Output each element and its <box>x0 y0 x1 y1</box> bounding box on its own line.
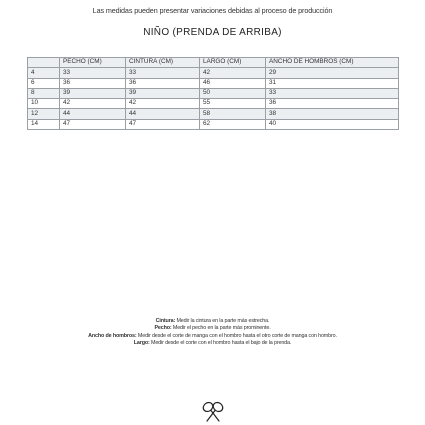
size-cell: 14 <box>28 119 60 129</box>
note-text: Medir desde el corte con el hombro hasta el bajo de la prenda. <box>149 340 292 347</box>
table-row <box>28 68 399 78</box>
chest-cell: 36 <box>60 78 126 88</box>
note-length <box>60 340 365 347</box>
shoulder-width-cell: 31 <box>266 78 399 88</box>
chest-cell: 33 <box>60 68 126 78</box>
note-text: Medir el pecho en la parte más prominente. <box>171 325 271 332</box>
chest-cell: 39 <box>60 88 126 98</box>
length-cell: 58 <box>200 109 266 119</box>
length-cell: 62 <box>200 119 266 129</box>
shoulder-width-cell: 38 <box>266 109 399 119</box>
header-length: LARGO (CM) <box>200 58 266 68</box>
note-term: Ancho de hombros: <box>88 332 137 339</box>
table-row <box>28 99 399 109</box>
shoulder-width-cell: 29 <box>266 68 399 78</box>
header-size <box>28 58 60 68</box>
shoulder-width-cell: 33 <box>266 88 399 98</box>
size-cell: 4 <box>28 68 60 78</box>
note-chest <box>60 325 365 332</box>
waist-cell: 36 <box>126 78 200 88</box>
table-row <box>28 78 399 88</box>
chest-cell: 42 <box>60 99 126 109</box>
size-cell: 6 <box>28 78 60 88</box>
waist-cell: 39 <box>126 88 200 98</box>
shoulder-width-cell: 40 <box>266 119 399 129</box>
note-waist <box>60 318 365 325</box>
table-row <box>28 119 399 129</box>
page-title: NIÑO (PRENDA DE ARRIBA) <box>143 27 282 38</box>
note-shoulder-width <box>60 333 365 340</box>
size-cell: 12 <box>28 109 60 119</box>
production-variation-notice: Las medidas pueden presentar variaciones debidas al proceso de producción <box>92 6 333 15</box>
table-header-row <box>28 58 399 68</box>
table-row <box>28 109 399 119</box>
header-chest: PECHO (CM) <box>60 58 126 68</box>
size-chart-table <box>27 57 399 130</box>
length-cell: 46 <box>200 78 266 88</box>
crossed-rackets-icon <box>200 401 226 423</box>
waist-cell: 47 <box>126 119 200 129</box>
size-cell: 8 <box>28 88 60 98</box>
waist-cell: 44 <box>126 109 200 119</box>
chest-cell: 47 <box>60 119 126 129</box>
note-text: Medir desde el corte de manga con el hombro hasta el otro corte de manga con hombro. <box>136 332 337 339</box>
waist-cell: 33 <box>126 68 200 78</box>
shoulder-width-cell: 36 <box>266 99 399 109</box>
note-term: Largo: <box>133 340 150 347</box>
size-cell: 10 <box>28 99 60 109</box>
measurement-notes <box>60 318 365 348</box>
note-text: Medir la cintura en la parte más estrecha. <box>175 318 270 324</box>
chest-cell: 44 <box>60 109 126 119</box>
length-cell: 55 <box>200 99 266 109</box>
table-row <box>28 88 399 98</box>
header-shoulder-width: ANCHO DE HOMBROS (CM) <box>266 58 399 68</box>
note-term: Pecho: <box>154 325 172 332</box>
length-cell: 50 <box>200 88 266 98</box>
header-waist: CINTURA (CM) <box>126 58 200 68</box>
waist-cell: 42 <box>126 99 200 109</box>
note-term: Cintura: <box>155 318 176 324</box>
length-cell: 42 <box>200 68 266 78</box>
